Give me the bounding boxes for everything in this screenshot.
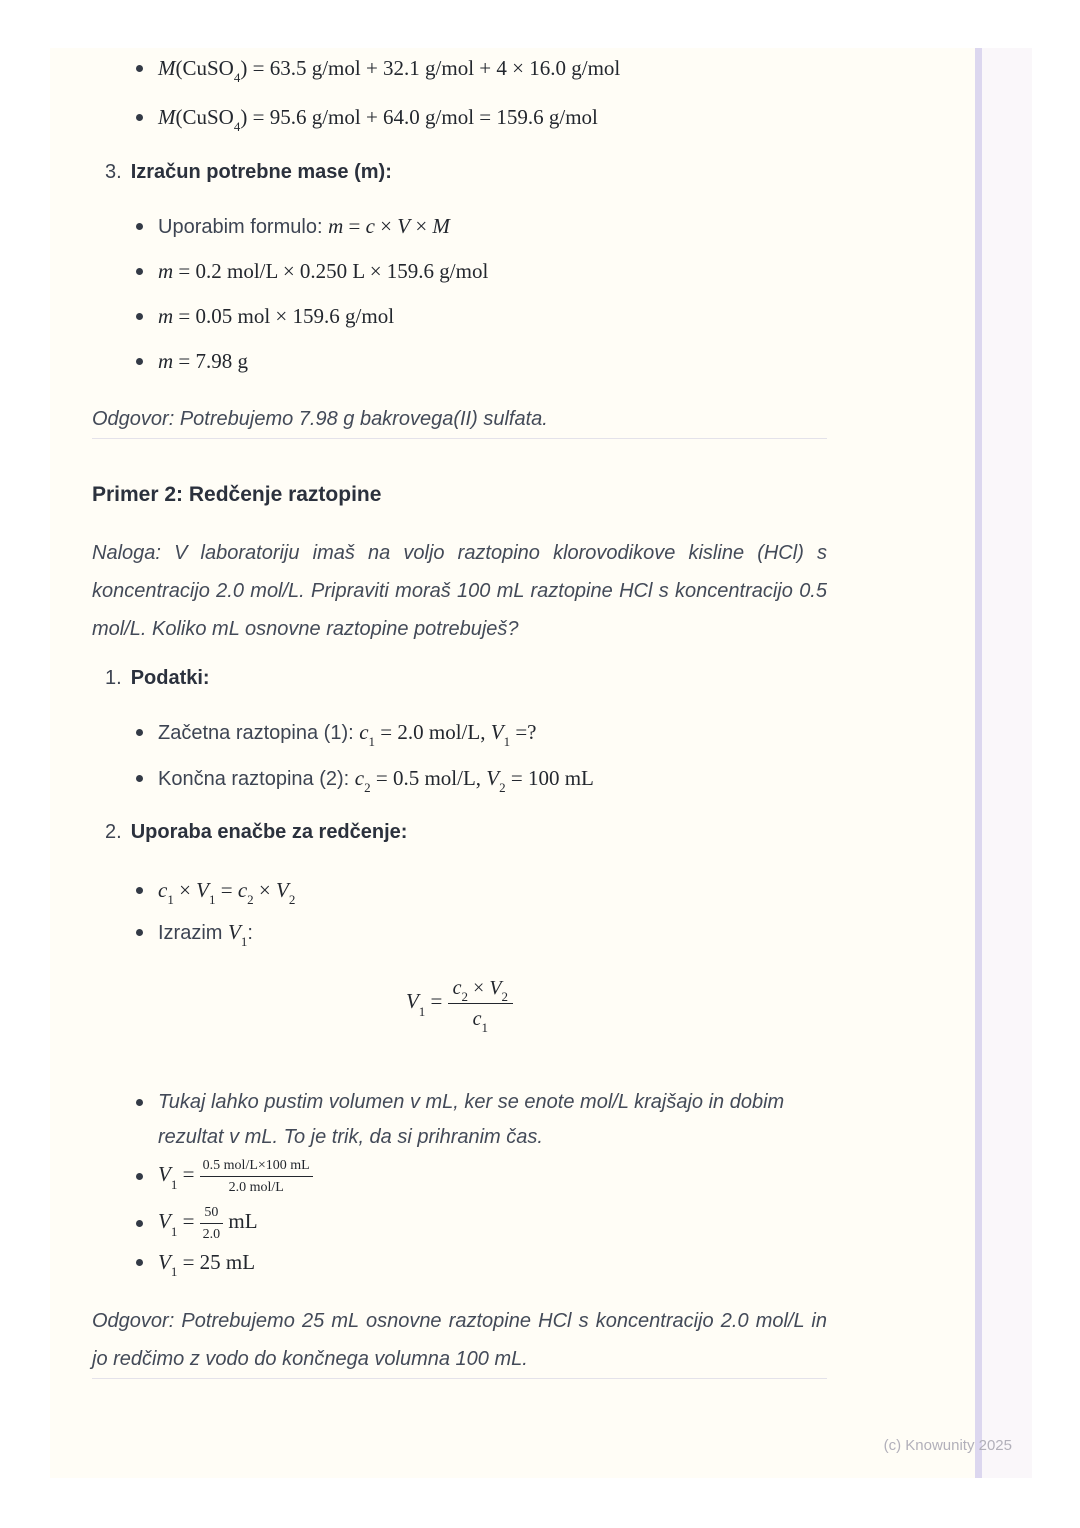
step-title: Izračun potrebne mase (m): [130, 161, 392, 183]
page-edge-line [975, 48, 982, 1478]
list-item-dilution-equation [92, 876, 827, 908]
list-item-final-solution [92, 764, 827, 796]
step-number: 2. [105, 821, 122, 843]
list-item-v1-fraction [92, 1157, 827, 1196]
list-item-initial-solution [92, 718, 827, 750]
fraction-denominator: 2.0 [202, 1227, 221, 1242]
math-inline: $c_2 = 0.5$ mol/L, $V_2 = 100$ mL [354, 766, 594, 796]
list-item-calc-result [92, 347, 827, 376]
math-inline: $c_1 = 2.0$ mol/L, $V_1$ =? [359, 720, 537, 750]
list-item-calc-2 [92, 302, 827, 331]
document-page [50, 48, 1032, 1478]
math-line: m = 7.98 g [158, 349, 249, 373]
list-item-express-v1: Izrazim $V_1$: [92, 918, 827, 947]
math-inline: $V_1$ [228, 920, 248, 950]
document-content [92, 48, 827, 1379]
list-item-molar-mass-1 [92, 54, 827, 86]
section-divider [92, 1378, 827, 1379]
section-divider [92, 438, 827, 439]
list-item-calc-1 [92, 257, 827, 286]
step-title: Podatki: [130, 667, 210, 689]
copyright-footer: (c) Knowunity 2025 [883, 1437, 1012, 1454]
math-line: m = 0.2 mol/L × 0.250 L × 159.6 g/mol [158, 259, 489, 283]
formula-label: Uporabim formulo: [158, 216, 329, 238]
fraction-denominator: $c_1$ [472, 1008, 489, 1035]
math-line: $c_1 \times V_1 = c_2 \times V_2$ [158, 878, 296, 908]
display-equation-v1 [92, 975, 827, 1049]
step-title: Uporaba enačbe za redčenje: [130, 821, 408, 843]
list-item-molar-mass-2 [92, 103, 827, 135]
data-label: Začetna raztopina (1): [158, 722, 360, 744]
math-line: $V_1$ = $\frac{50}{2.0}$ mL [158, 1205, 258, 1242]
fraction [200, 1157, 313, 1196]
step-number: 1. [105, 667, 122, 689]
list-item-v1-simplified [92, 1204, 827, 1243]
math-formula: m = c × V × M [328, 214, 450, 238]
math-line: $V_1 = 25$ mL [158, 1250, 256, 1280]
fraction [200, 1204, 224, 1243]
answer-example-1: Odgovor: Potrebujemo 7.98 g bakrovega(II) sulfata. [92, 408, 548, 430]
list-item-note: Tukaj lahko pustim volumen v mL, ker se enote mol/L krajšajo in dobim rezultat v mL. To je trik, da si prihranim čas. [92, 1085, 827, 1155]
task-description: Naloga: V laboratoriju imaš na voljo raztopino klorovodikove kisline (HCl) s koncentracijo 2.0 mol/L. Pripraviti moraš 100 mL raztopine HCl s koncentracijo 0.5 mol/L. Koliko mL osnovne raztopine potrebuješ? [92, 542, 827, 640]
step-heading-data [92, 664, 827, 692]
math-line: m = 0.05 mol × 159.6 g/mol [158, 304, 395, 328]
express-label: Izrazim [158, 922, 228, 944]
list-item-formula [92, 212, 827, 241]
step-number: 3. [105, 161, 122, 183]
step-heading-mass-calculation [92, 158, 827, 186]
list-item-v1-result [92, 1248, 827, 1280]
step-heading-dilution-equation [92, 818, 827, 846]
math-line: M(CuSO$_4$) = 95.6 g/mol + 64.0 g/mol = 159.6 g/mol [158, 105, 598, 135]
fraction-numerator: 0.5 mol/L×100 mL [200, 1157, 313, 1177]
fraction-denominator: 2.0 mol/L [228, 1180, 284, 1195]
data-label: Končna raztopina (2): [158, 768, 355, 790]
fraction-numerator: 50 [200, 1204, 224, 1224]
fraction-numerator: $c_2 \times V_2$ [448, 975, 513, 1004]
answer-example-2: Odgovor: Potrebujemo 25 mL osnovne raztopine HCl s koncentracijo 2.0 mol/L in jo redčimo z vodo do končnega volumna 100 mL. [92, 1310, 827, 1370]
math-line: M(CuSO$_4$) = 63.5 g/mol + 32.1 g/mol + 4 × 16.0 g/mol [158, 56, 621, 86]
page-edge-panel [982, 48, 1032, 1478]
math-line: $V_1$ = $\frac{\text{0.5 mol/L×100 mL}}{\text{2.0 mol/L}}$ [158, 1162, 313, 1186]
example-2-title: Primer 2: Redčenje raztopine [92, 483, 382, 506]
fraction [448, 975, 513, 1035]
math-display: $V_1$ = $\frac{c_2 \times V_2}{c_1}$ [406, 989, 513, 1013]
